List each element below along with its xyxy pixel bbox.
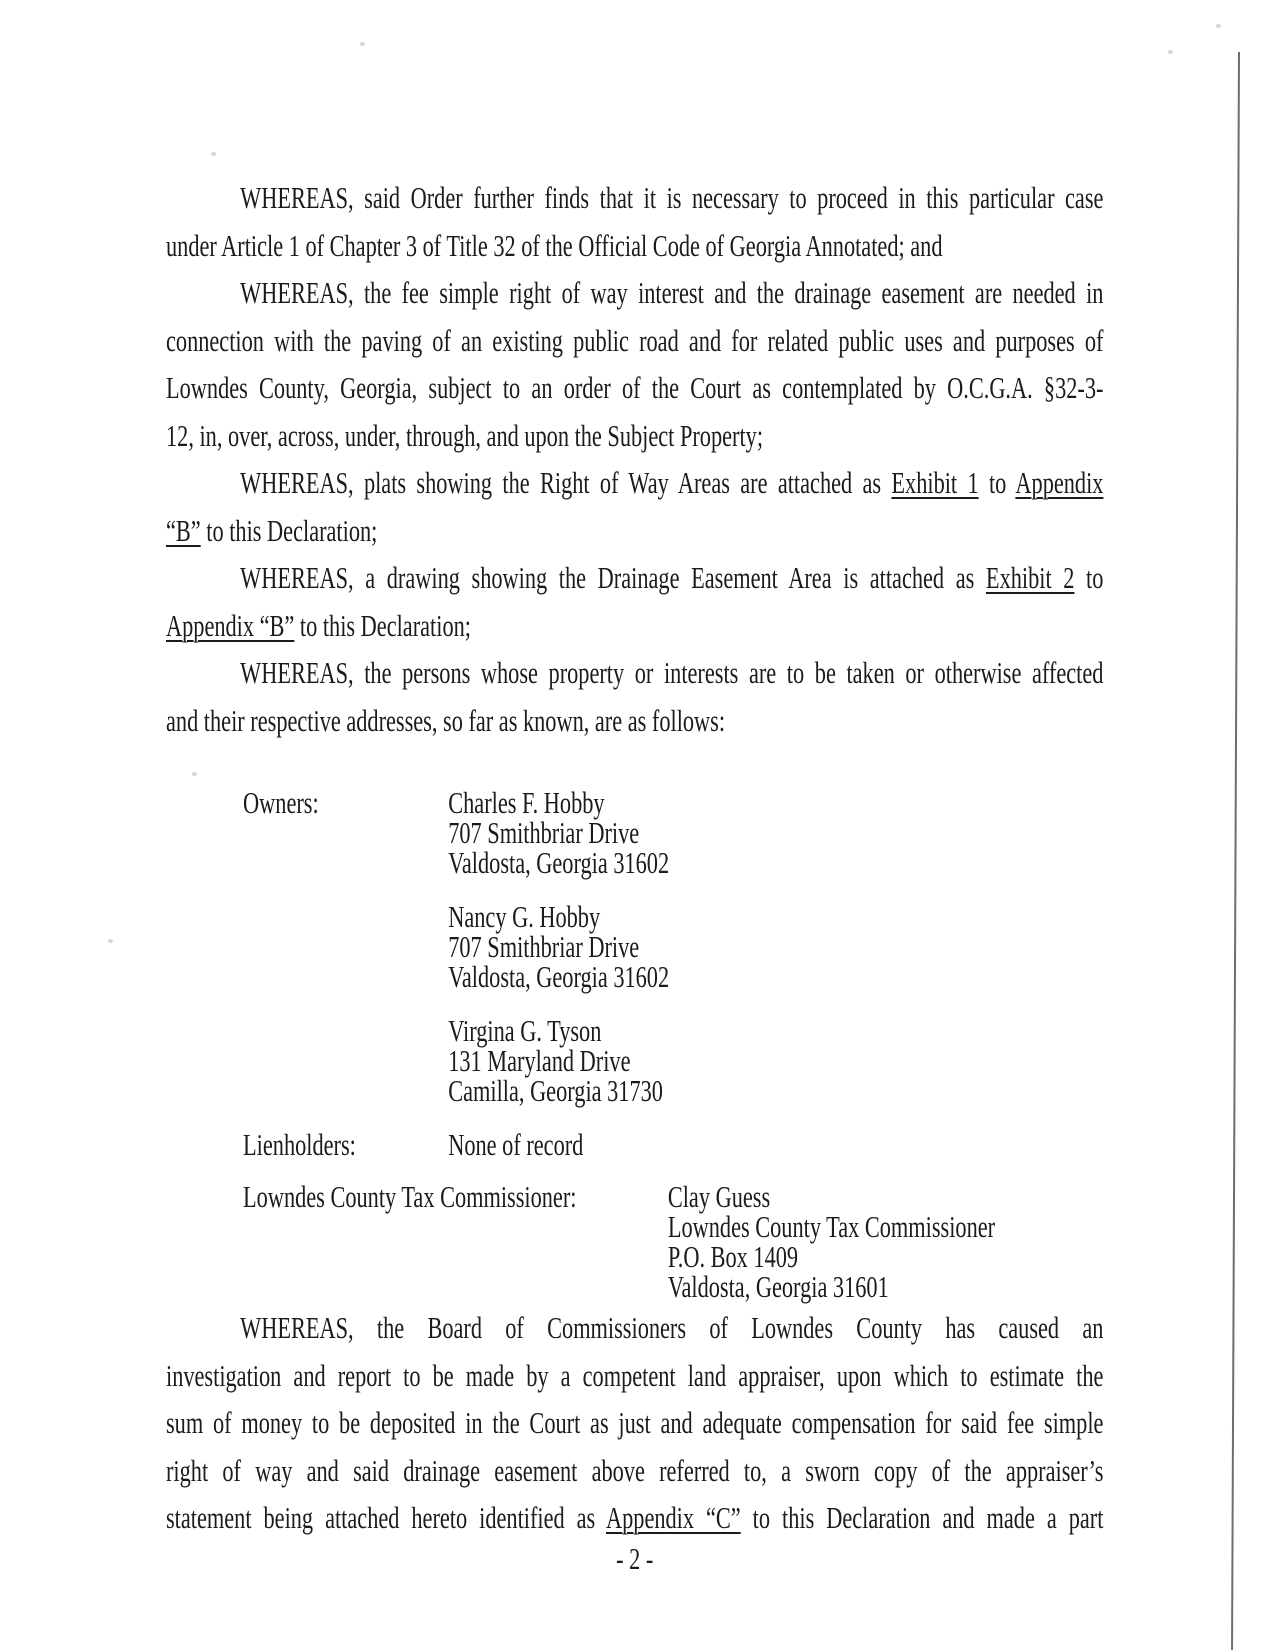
- text-run: Lowndes County, Georgia, subject to an order of the Court as contemplated by O.C.G.A. §32-3-: [166, 370, 1104, 405]
- text-run: to: [978, 465, 1016, 500]
- underlined-text: Appendix “C”: [605, 1500, 741, 1535]
- tax-commissioner-label: Lowndes County Tax Commissioner:: [243, 1179, 577, 1214]
- text-line: [166, 412, 1103, 460]
- owner-address-line: 707 Smithbriar Drive: [448, 929, 640, 964]
- text-line: [166, 649, 1103, 697]
- lienholders-row: [243, 1127, 1103, 1162]
- text-line: [166, 459, 1103, 507]
- text-line: [166, 364, 1103, 412]
- text-run: to this Declaration;: [294, 607, 471, 643]
- underlined-text: Appendix “B”: [166, 607, 295, 643]
- scan-speck: [108, 939, 113, 943]
- text-run: 12, in, over, across, under, through, and upon the Subject Property;: [166, 417, 764, 453]
- whereas-plats: [166, 459, 1103, 554]
- text-line: [166, 174, 1103, 222]
- text-run: WHEREAS, the fee simple right of way interest and the drainage easement are needed in: [240, 275, 1104, 310]
- underlined-text: Appendix: [1015, 465, 1104, 500]
- owner-name: Nancy G. Hobby: [448, 899, 601, 934]
- whereas-order-findings: [166, 174, 1103, 269]
- whereas-drawing: [166, 554, 1103, 649]
- text-run: connection with the paving of an existing public road and for related public uses and purposes of: [166, 322, 1104, 358]
- tax-commissioner-address-line: P.O. Box 1409: [667, 1239, 799, 1274]
- text-run: investigation and report to be made by a competent land appraiser, upon which to estimate the: [166, 1357, 1104, 1393]
- text-line: [166, 222, 1103, 270]
- owner-name: Virgina G. Tyson: [448, 1013, 602, 1048]
- scan-speck: [1168, 50, 1173, 54]
- tax-commissioner-values: [667, 1179, 996, 1304]
- text-line: [166, 1352, 1103, 1400]
- text-run: WHEREAS, said Order further finds that it is necessary to proceed in this particular case: [240, 180, 1104, 215]
- text-line: [166, 602, 1103, 650]
- owner-name: Charles F. Hobby: [448, 785, 605, 820]
- lienholders-values: [448, 1127, 584, 1162]
- owner-address-line: 707 Smithbriar Drive: [448, 815, 640, 850]
- owners-row: [243, 785, 1103, 1130]
- text-line: [166, 269, 1103, 317]
- text-run: WHEREAS, plats showing the Right of Way Areas are attached as: [240, 465, 892, 500]
- owner-address-line: Valdosta, Georgia 31602: [448, 845, 670, 880]
- text-run: statement being attached hereto identified as: [166, 1500, 606, 1535]
- closing-paragraph: [166, 1304, 1103, 1542]
- tax-commissioner-row: [243, 1179, 1103, 1304]
- owner-address-line: Valdosta, Georgia 31602: [448, 959, 670, 994]
- whereas-appraiser: [166, 1304, 1103, 1542]
- underlined-text: Exhibit 2: [985, 560, 1075, 595]
- owner-entry: [448, 785, 670, 880]
- text-line: [166, 554, 1103, 602]
- owners-label: Owners:: [243, 785, 319, 820]
- text-run: to this Declaration;: [200, 512, 378, 548]
- owner-address-line: 131 Maryland Drive: [448, 1043, 631, 1078]
- lienholders-value: None of record: [448, 1127, 584, 1162]
- text-run: and their respective addresses, so far as known, are as follows:: [166, 702, 726, 738]
- text-run: right of way and said drainage easement above referred to, a sworn copy of the appraiser’s: [166, 1452, 1104, 1488]
- tax-commissioner-name: Clay Guess: [667, 1179, 771, 1214]
- text-line: [166, 1399, 1103, 1447]
- tax-commissioner-address-line: Valdosta, Georgia 31601: [667, 1269, 889, 1304]
- scan-speck: [192, 772, 197, 776]
- text-line: [166, 507, 1103, 555]
- text-line: [166, 317, 1103, 365]
- scan-speck: [360, 42, 365, 46]
- lienholders-label: Lienholders:: [243, 1127, 356, 1162]
- text-run: WHEREAS, the persons whose property or interests are to be taken or otherwise affected: [240, 655, 1104, 690]
- scan-speck: [1216, 24, 1221, 28]
- underlined-text: “B”: [166, 512, 201, 548]
- whereas-easement-need: [166, 269, 1103, 459]
- text-run: to this Declaration and made a part: [740, 1500, 1104, 1535]
- text-run: under Article 1 of Chapter 3 of Title 32 of the Official Code of Georgia Annotated; and: [166, 227, 943, 263]
- owners-values: [448, 785, 670, 1130]
- text-line: [166, 697, 1103, 745]
- owner-entry: [448, 899, 670, 994]
- owner-address-line: Camilla, Georgia 31730: [448, 1073, 663, 1108]
- document-content: [166, 174, 1103, 1576]
- scan-speck: [211, 152, 216, 156]
- text-line: [166, 1447, 1103, 1495]
- owner-entry: [448, 1013, 669, 1108]
- scan-artifact-line: [1231, 52, 1240, 1650]
- whereas-persons-affected: [166, 649, 1103, 744]
- text-line: [166, 1494, 1103, 1542]
- tax-commissioner-title: Lowndes County Tax Commissioner: [667, 1209, 996, 1244]
- text-run: WHEREAS, the Board of Commissioners of Lowndes County has caused an: [240, 1310, 1104, 1345]
- parties-section: [166, 785, 1103, 1304]
- text-run: to: [1074, 560, 1104, 595]
- text-run: WHEREAS, a drawing showing the Drainage Easement Area is attached as: [240, 560, 986, 595]
- text-line: [166, 1304, 1103, 1352]
- whereas-paragraphs: [166, 174, 1103, 744]
- underlined-text: Exhibit 1: [891, 465, 979, 500]
- page-number: - 2 -: [616, 1540, 654, 1576]
- text-run: sum of money to be deposited in the Court as just and adequate compensation for said fee simple: [166, 1405, 1104, 1440]
